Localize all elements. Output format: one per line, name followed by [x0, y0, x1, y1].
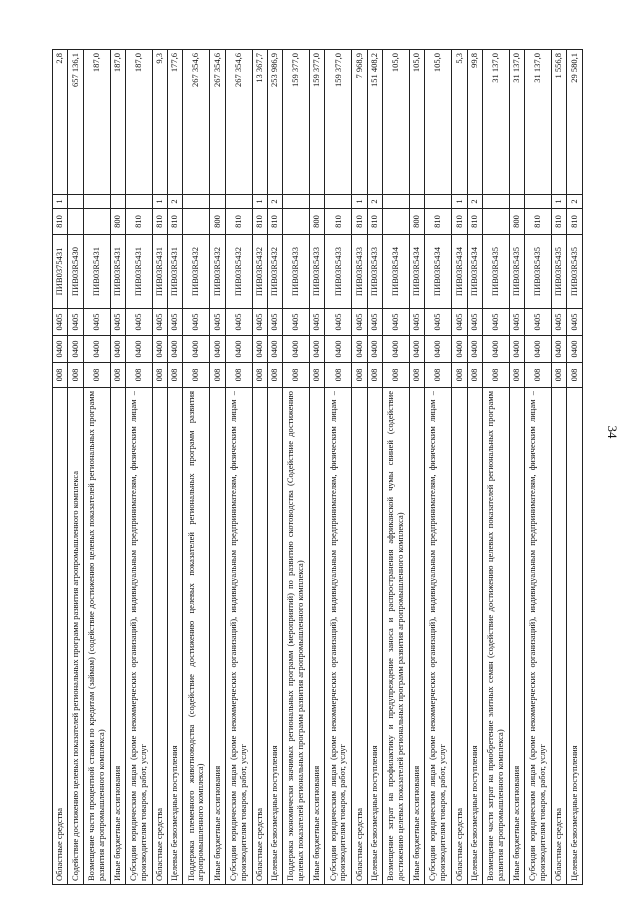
target-article-cell: ПИВ03R5431	[110, 235, 125, 309]
section-code-cell: 0400	[225, 336, 252, 363]
table-row	[125, 50, 152, 885]
ved-code-cell: 008	[325, 363, 352, 388]
target-article-cell: ПИВ03R5434	[467, 235, 482, 309]
source-code-cell	[409, 195, 424, 209]
name-cell: Субсидии юридическим лицам (кроме некоммерческих организаций), индивидуальным предпринимателям, физическим лицам – производителям товаров, работ, услуг	[325, 388, 352, 885]
source-code-cell	[225, 195, 252, 209]
source-code-cell: 1	[452, 195, 467, 209]
expense-type-cell: 810	[267, 209, 282, 235]
source-code-cell	[482, 195, 509, 209]
subsection-code-cell: 0405	[409, 309, 424, 336]
expense-type-cell	[83, 209, 110, 235]
section-code-cell: 0400	[68, 336, 83, 363]
subsection-code-cell: 0405	[525, 309, 552, 336]
name-cell: Областные средства	[452, 388, 467, 885]
subsection-code-cell: 0405	[152, 309, 167, 336]
section-code-cell: 0400	[567, 336, 583, 363]
subsection-code-cell: 0405	[352, 309, 367, 336]
ved-code-cell: 008	[252, 363, 267, 388]
section-code-cell: 0400	[168, 336, 183, 363]
amount-cell: 159 377,0	[325, 50, 352, 195]
ved-code-cell: 008	[283, 363, 310, 388]
target-article-cell: ПИВ03R5432	[267, 235, 282, 309]
source-code-cell	[509, 195, 524, 209]
target-article-cell: ПИВ03R5435	[525, 235, 552, 309]
name-cell: Поддержка племенного животноводства (содействие достижению целевых показателей региональных программ развития агропромышленного комплекса)	[183, 388, 210, 885]
target-article-cell: ПИВ03R5432	[252, 235, 267, 309]
ved-code-cell: 008	[409, 363, 424, 388]
expense-type-cell: 810	[567, 209, 583, 235]
expense-type-cell: 810	[125, 209, 152, 235]
budget-table	[52, 49, 583, 885]
table-row	[53, 50, 68, 885]
amount-cell: 5,3	[452, 50, 467, 195]
table-row	[210, 50, 225, 885]
table-row	[552, 50, 567, 885]
source-code-cell: 2	[467, 195, 482, 209]
subsection-code-cell: 0405	[53, 309, 68, 336]
ved-code-cell: 008	[110, 363, 125, 388]
expense-type-cell	[283, 209, 310, 235]
ved-code-cell: 008	[467, 363, 482, 388]
name-cell: Возмещение затрат на профилактику и предупреждение заноса и распространения африканской чумы свиней (содействие достижению целевых показателей региональных программ развития агропромышленного комплекса)	[383, 388, 410, 885]
name-cell: Областные средства	[552, 388, 567, 885]
amount-cell: 267 354,6	[183, 50, 210, 195]
subsection-code-cell: 0405	[383, 309, 410, 336]
source-code-cell: 2	[367, 195, 382, 209]
table-row	[83, 50, 110, 885]
ved-code-cell: 008	[125, 363, 152, 388]
target-article-cell: ПИВ03R5435	[567, 235, 583, 309]
amount-cell: 253 986,9	[267, 50, 282, 195]
name-cell: Субсидии юридическим лицам (кроме некоммерческих организаций), индивидуальным предпринимателям, физическим лицам – производителям товаров, работ, услуг	[125, 388, 152, 885]
target-article-cell: ПИВ03R5433	[283, 235, 310, 309]
expense-type-cell: 810	[168, 209, 183, 235]
table-body	[53, 50, 583, 885]
expense-type-cell	[68, 209, 83, 235]
target-article-cell: ПИВ03R5432	[210, 235, 225, 309]
target-article-cell: ПИВ03R5434	[409, 235, 424, 309]
table-row	[152, 50, 167, 885]
subsection-code-cell: 0405	[310, 309, 325, 336]
subsection-code-cell: 0405	[225, 309, 252, 336]
amount-cell: 105,0	[383, 50, 410, 195]
amount-cell: 187,0	[125, 50, 152, 195]
name-cell: Субсидии юридическим лицам (кроме некоммерческих организаций), индивидуальным предпринимателям, физическим лицам – производителям товаров, работ, услуг	[525, 388, 552, 885]
ved-code-cell: 008	[352, 363, 367, 388]
expense-type-cell: 810	[225, 209, 252, 235]
amount-cell: 99,8	[467, 50, 482, 195]
subsection-code-cell: 0405	[552, 309, 567, 336]
table-row	[325, 50, 352, 885]
name-cell: Возмещение части затрат на приобретение элитных семян (содействие достижению целевых показателей региональных программ развития агропромышленного комплекса)	[482, 388, 509, 885]
table-row	[225, 50, 252, 885]
ved-code-cell: 008	[83, 363, 110, 388]
amount-cell: 105,0	[425, 50, 452, 195]
target-article-cell: ПИВ03R5433	[325, 235, 352, 309]
section-code-cell: 0400	[110, 336, 125, 363]
source-code-cell	[283, 195, 310, 209]
expense-type-cell: 810	[352, 209, 367, 235]
amount-cell: 657 136,1	[68, 50, 83, 195]
ved-code-cell: 008	[152, 363, 167, 388]
table-row	[267, 50, 282, 885]
rotated-table-container	[52, 50, 583, 885]
ved-code-cell: 008	[452, 363, 467, 388]
expense-type-cell: 810	[525, 209, 552, 235]
ved-code-cell: 008	[567, 363, 583, 388]
name-cell: Целевые безвозмездные поступления	[267, 388, 282, 885]
source-code-cell	[125, 195, 152, 209]
section-code-cell: 0400	[83, 336, 110, 363]
subsection-code-cell: 0405	[183, 309, 210, 336]
target-article-cell: ПИВ03R5434	[452, 235, 467, 309]
section-code-cell: 0400	[267, 336, 282, 363]
table-row	[452, 50, 467, 885]
ved-code-cell: 008	[525, 363, 552, 388]
expense-type-cell: 810	[452, 209, 467, 235]
source-code-cell: 1	[252, 195, 267, 209]
ved-code-cell: 008	[509, 363, 524, 388]
name-cell: Областные средства	[252, 388, 267, 885]
name-cell: Областные средства	[53, 388, 68, 885]
target-article-cell: ПИВ03R5430	[68, 235, 83, 309]
table-row	[252, 50, 267, 885]
source-code-cell	[425, 195, 452, 209]
ved-code-cell: 008	[425, 363, 452, 388]
amount-cell: 187,0	[83, 50, 110, 195]
amount-cell: 13 367,7	[252, 50, 267, 195]
amount-cell: 29 580,1	[567, 50, 583, 195]
subsection-code-cell: 0405	[68, 309, 83, 336]
table-row	[567, 50, 583, 885]
subsection-code-cell: 0405	[567, 309, 583, 336]
expense-type-cell: 810	[425, 209, 452, 235]
expense-type-cell: 810	[467, 209, 482, 235]
source-code-cell	[310, 195, 325, 209]
section-code-cell: 0400	[183, 336, 210, 363]
table-row	[383, 50, 410, 885]
subsection-code-cell: 0405	[283, 309, 310, 336]
amount-cell: 187,0	[110, 50, 125, 195]
target-article-cell: ПИВ03R5433	[352, 235, 367, 309]
expense-type-cell: 800	[310, 209, 325, 235]
source-code-cell	[383, 195, 410, 209]
name-cell: Субсидии юридическим лицам (кроме некоммерческих организаций), индивидуальным предпринимателям, физическим лицам – производителям товаров, работ, услуг	[425, 388, 452, 885]
amount-cell: 7 968,9	[352, 50, 367, 195]
table-row	[482, 50, 509, 885]
target-article-cell: ПИВ03R5435	[552, 235, 567, 309]
ved-code-cell: 008	[168, 363, 183, 388]
subsection-code-cell: 0405	[367, 309, 382, 336]
section-code-cell: 0400	[525, 336, 552, 363]
amount-cell: 151 408,2	[367, 50, 382, 195]
name-cell: Областные средства	[352, 388, 367, 885]
ved-code-cell: 008	[552, 363, 567, 388]
source-code-cell: 1	[352, 195, 367, 209]
subsection-code-cell: 0405	[425, 309, 452, 336]
source-code-cell	[210, 195, 225, 209]
table-row	[68, 50, 83, 885]
table-row	[310, 50, 325, 885]
section-code-cell: 0400	[367, 336, 382, 363]
section-code-cell: 0400	[53, 336, 68, 363]
name-cell: Содействие достижению целевых показателей региональных программ развития агропромышленного комплекса	[68, 388, 83, 885]
section-code-cell: 0400	[452, 336, 467, 363]
expense-type-cell	[383, 209, 410, 235]
ved-code-cell: 008	[183, 363, 210, 388]
subsection-code-cell: 0405	[125, 309, 152, 336]
ved-code-cell: 008	[53, 363, 68, 388]
subsection-code-cell: 0405	[325, 309, 352, 336]
expense-type-cell: 810	[367, 209, 382, 235]
source-code-cell	[525, 195, 552, 209]
subsection-code-cell: 0405	[168, 309, 183, 336]
table-row	[509, 50, 524, 885]
ved-code-cell: 008	[225, 363, 252, 388]
target-article-cell: ПИВ03R5431	[83, 235, 110, 309]
amount-cell: 2,8	[53, 50, 68, 195]
target-article-cell: ПИВ03R5434	[425, 235, 452, 309]
source-code-cell: 2	[168, 195, 183, 209]
name-cell: Целевые безвозмездные поступления	[567, 388, 583, 885]
table-row	[367, 50, 382, 885]
amount-cell: 267 354,6	[225, 50, 252, 195]
section-code-cell: 0400	[509, 336, 524, 363]
target-article-cell: ПИВ03R5433	[367, 235, 382, 309]
ved-code-cell: 008	[482, 363, 509, 388]
expense-type-cell	[482, 209, 509, 235]
subsection-code-cell: 0405	[267, 309, 282, 336]
table-row	[525, 50, 552, 885]
table-row	[409, 50, 424, 885]
amount-cell: 9,3	[152, 50, 167, 195]
ved-code-cell: 008	[367, 363, 382, 388]
section-code-cell: 0400	[325, 336, 352, 363]
expense-type-cell: 810	[325, 209, 352, 235]
section-code-cell: 0400	[352, 336, 367, 363]
target-article-cell: ПИВ03R5432	[225, 235, 252, 309]
section-code-cell: 0400	[552, 336, 567, 363]
section-code-cell: 0400	[383, 336, 410, 363]
name-cell: Иные бюджетные ассигнования	[310, 388, 325, 885]
amount-cell: 31 137,0	[482, 50, 509, 195]
source-code-cell: 2	[567, 195, 583, 209]
source-code-cell: 2	[267, 195, 282, 209]
expense-type-cell: 800	[509, 209, 524, 235]
ved-code-cell: 008	[310, 363, 325, 388]
source-code-cell	[110, 195, 125, 209]
section-code-cell: 0400	[467, 336, 482, 363]
subsection-code-cell: 0405	[83, 309, 110, 336]
name-cell: Иные бюджетные ассигнования	[409, 388, 424, 885]
expense-type-cell: 800	[210, 209, 225, 235]
name-cell: Областные средства	[152, 388, 167, 885]
name-cell: Целевые безвозмездные поступления	[168, 388, 183, 885]
amount-cell: 159 377,0	[283, 50, 310, 195]
subsection-code-cell: 0405	[110, 309, 125, 336]
table-row	[352, 50, 367, 885]
expense-type-cell: 800	[110, 209, 125, 235]
ved-code-cell: 008	[383, 363, 410, 388]
expense-type-cell: 810	[53, 209, 68, 235]
table-row	[425, 50, 452, 885]
subsection-code-cell: 0405	[467, 309, 482, 336]
source-code-cell: 1	[152, 195, 167, 209]
expense-type-cell: 810	[252, 209, 267, 235]
table-row	[168, 50, 183, 885]
name-cell: Возмещение части процентной ставки по кредитам (займам) (содействие достижению целевых показателей региональных программ развития агропромышленного комплекса)	[83, 388, 110, 885]
section-code-cell: 0400	[409, 336, 424, 363]
name-cell: Целевые безвозмездные поступления	[467, 388, 482, 885]
expense-type-cell	[183, 209, 210, 235]
page-number: 34	[605, 425, 620, 439]
section-code-cell: 0400	[152, 336, 167, 363]
ved-code-cell: 008	[68, 363, 83, 388]
target-article-cell: ПИВ03R5435	[509, 235, 524, 309]
target-article-cell: ПИВ03R5433	[310, 235, 325, 309]
table-row	[467, 50, 482, 885]
source-code-cell	[83, 195, 110, 209]
section-code-cell: 0400	[482, 336, 509, 363]
amount-cell: 177,6	[168, 50, 183, 195]
section-code-cell: 0400	[125, 336, 152, 363]
subsection-code-cell: 0405	[509, 309, 524, 336]
target-article-cell: ПИВ03R5434	[383, 235, 410, 309]
target-article-cell: ПИВ03R5431	[168, 235, 183, 309]
expense-type-cell: 810	[152, 209, 167, 235]
target-article-cell: ПИВ03R5435	[482, 235, 509, 309]
table-row	[110, 50, 125, 885]
ved-code-cell: 008	[267, 363, 282, 388]
amount-cell: 105,0	[409, 50, 424, 195]
target-article-cell: ПИВ03R5431	[125, 235, 152, 309]
source-code-cell	[68, 195, 83, 209]
subsection-code-cell: 0405	[210, 309, 225, 336]
section-code-cell: 0400	[252, 336, 267, 363]
amount-cell: 31 137,0	[509, 50, 524, 195]
target-article-cell: ПИВ03R5431	[152, 235, 167, 309]
amount-cell: 267 354,6	[210, 50, 225, 195]
name-cell: Иные бюджетные ассигнования	[210, 388, 225, 885]
name-cell: Иные бюджетные ассигнования	[509, 388, 524, 885]
section-code-cell: 0400	[210, 336, 225, 363]
subsection-code-cell: 0405	[482, 309, 509, 336]
section-code-cell: 0400	[310, 336, 325, 363]
name-cell: Иные бюджетные ассигнования	[110, 388, 125, 885]
amount-cell: 159 377,0	[310, 50, 325, 195]
expense-type-cell: 810	[552, 209, 567, 235]
subsection-code-cell: 0405	[452, 309, 467, 336]
source-code-cell: 1	[53, 195, 68, 209]
section-code-cell: 0400	[283, 336, 310, 363]
subsection-code-cell: 0405	[252, 309, 267, 336]
target-article-cell: ПИВ0375431	[53, 235, 68, 309]
name-cell: Целевые безвозмездные поступления	[367, 388, 382, 885]
section-code-cell: 0400	[425, 336, 452, 363]
amount-cell: 1 556,8	[552, 50, 567, 195]
ved-code-cell: 008	[210, 363, 225, 388]
target-article-cell: ПИВ03R5432	[183, 235, 210, 309]
table-row	[183, 50, 210, 885]
name-cell: Субсидии юридическим лицам (кроме некоммерческих организаций), индивидуальным предпринимателям, физическим лицам – производителям товаров, работ, услуг	[225, 388, 252, 885]
expense-type-cell: 800	[409, 209, 424, 235]
source-code-cell	[325, 195, 352, 209]
source-code-cell: 1	[552, 195, 567, 209]
source-code-cell	[183, 195, 210, 209]
amount-cell: 31 137,0	[525, 50, 552, 195]
table-row	[283, 50, 310, 885]
name-cell: Поддержка экономически значимых региональных программ (мероприятий) по развитию скотоводства (Содействие достижению целевых показателей региональных программ развития агропромышленного комплекса)	[283, 388, 310, 885]
